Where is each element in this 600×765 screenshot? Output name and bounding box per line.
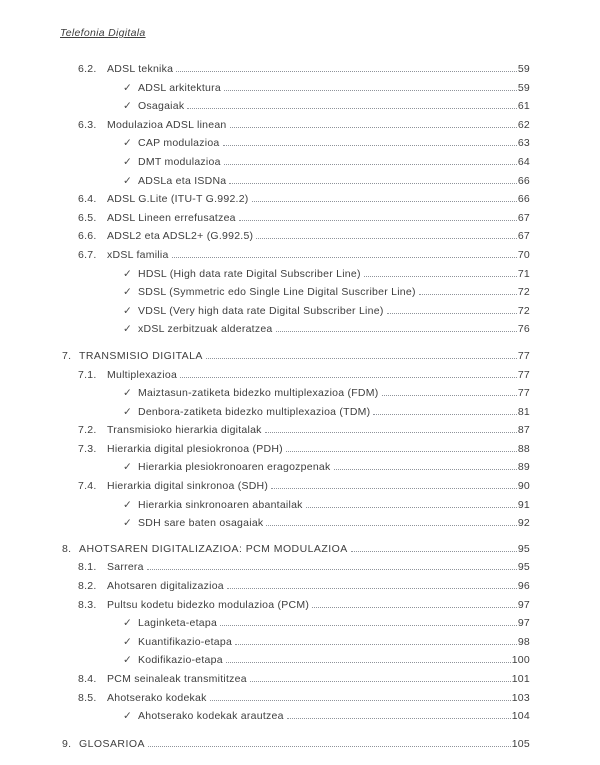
toc-entry-page: 71 [517, 267, 530, 280]
toc-entry-number: 6.5. [78, 211, 97, 224]
toc-entry[interactable] [62, 540, 530, 559]
dot-leader-icon [226, 662, 511, 663]
check-icon: ✓ [123, 498, 133, 511]
toc-entry-page: 103 [511, 691, 530, 704]
toc-entry-page: 66 [517, 174, 530, 187]
dot-leader-icon [224, 164, 517, 165]
toc-entry[interactable] [62, 440, 530, 459]
dot-leader-icon [180, 377, 517, 378]
toc-entry[interactable] [62, 651, 530, 670]
toc-entry[interactable] [62, 227, 530, 246]
check-icon: ✓ [123, 387, 133, 400]
dot-leader-icon [229, 183, 516, 184]
toc-entry-page: 59 [517, 63, 530, 75]
toc-entry-page: 91 [517, 498, 530, 511]
toc-entry-page: 72 [517, 286, 530, 299]
dot-leader-icon [250, 681, 511, 682]
toc-entry-page: 76 [517, 323, 530, 336]
dot-leader-icon [364, 276, 517, 277]
toc-entry-title: TRANSMISIO DIGITALA [79, 349, 203, 362]
dot-leader-icon [312, 607, 517, 608]
toc-entry[interactable] [62, 384, 530, 403]
toc-entry-page: 67 [517, 211, 530, 224]
toc-entry[interactable] [62, 577, 530, 596]
toc-entry[interactable] [62, 347, 530, 366]
toc-entry-page: 98 [517, 635, 530, 648]
toc-entry-page: 61 [517, 100, 530, 113]
toc-entry-title: Hierarkia sinkronoaren abantailak [138, 498, 303, 511]
dot-leader-icon [223, 145, 517, 146]
toc-entry[interactable] [62, 302, 530, 321]
toc-entry-title: ADSL Lineen errefusatzea [107, 211, 236, 224]
toc-entry[interactable] [62, 477, 530, 496]
toc-entry-title: Hierarkia digital plesiokronoa (PDH) [107, 442, 283, 455]
dot-leader-icon [419, 294, 517, 295]
toc-entry-title: ADSLa eta ISDNa [138, 174, 227, 187]
toc-entry-page: 64 [517, 155, 530, 168]
dot-leader-icon [210, 700, 511, 701]
toc-entry-title: Ahotserako kodekak [107, 691, 207, 704]
check-icon: ✓ [123, 635, 133, 648]
toc-entry-title: ADSL2 eta ADSL2+ (G.992.5) [107, 230, 254, 243]
toc-entry[interactable] [62, 209, 530, 228]
toc-entry[interactable] [62, 320, 530, 339]
toc-entry-page: 72 [517, 304, 530, 317]
toc-entry-title: Denbora-zatiketa bidezko multiplexazioa (TDM) [138, 405, 371, 418]
toc-entry[interactable] [62, 514, 530, 533]
dot-leader-icon [306, 507, 517, 508]
toc-entry-number: 6.7. [78, 248, 97, 261]
toc-entry[interactable] [62, 558, 530, 577]
toc-entry-page: 81 [517, 405, 530, 418]
dot-leader-icon [276, 331, 517, 332]
check-icon: ✓ [123, 461, 133, 474]
check-icon: ✓ [123, 174, 133, 187]
dot-leader-icon [187, 108, 516, 109]
toc-entry[interactable] [62, 153, 530, 172]
toc-entry-number: 7.4. [78, 480, 97, 493]
toc-entry-page: 96 [517, 580, 530, 593]
toc-entry-number: 7.3. [78, 442, 97, 455]
toc-entry-page: 90 [517, 480, 530, 493]
toc-entry-title: GLOSARIOA [79, 737, 145, 750]
toc-entry-number: 6.3. [78, 118, 97, 131]
toc-entry[interactable] [62, 614, 530, 633]
check-icon: ✓ [123, 304, 133, 317]
dot-leader-icon [286, 451, 517, 452]
check-icon: ✓ [123, 517, 133, 530]
toc-entry-page: 59 [517, 81, 530, 94]
toc-block [62, 540, 530, 726]
toc-entry-page: 92 [517, 517, 530, 530]
toc-entry-page: 95 [517, 561, 530, 574]
check-icon: ✓ [123, 267, 133, 280]
toc-entry-title: Laginketa-etapa [138, 617, 218, 630]
toc-entry-title: Kodifikazio-etapa [138, 654, 223, 667]
toc-entry-title: Osagaiak [138, 100, 185, 113]
toc-block [62, 60, 530, 339]
toc-entry-title: Transmisioko hierarkia digitalak [107, 424, 262, 437]
toc-entry[interactable] [62, 97, 530, 116]
toc-entry-page: 77 [517, 387, 530, 400]
dot-leader-icon [172, 257, 517, 258]
toc-block [62, 347, 530, 533]
check-icon: ✓ [123, 710, 133, 723]
dot-leader-icon [224, 90, 517, 91]
check-icon: ✓ [123, 323, 133, 336]
toc-entry-page: 95 [517, 542, 530, 555]
toc-entry-title: HDSL (High data rate Digital Subscriber Line) [138, 267, 361, 280]
dot-leader-icon [266, 525, 516, 526]
toc-entry-page: 105 [511, 737, 530, 750]
toc-entry-page: 97 [517, 598, 530, 611]
toc-block [62, 735, 530, 754]
toc-entry-title: Pultsu kodetu bidezko modulazioa (PCM) [107, 598, 310, 611]
check-icon: ✓ [123, 654, 133, 667]
toc-entry-number: 8. [62, 542, 72, 555]
toc-entry-number: 8.5. [78, 691, 97, 704]
toc-entry-title: Kuantifikazio-etapa [138, 635, 233, 648]
toc-entry[interactable] [62, 707, 530, 726]
toc-entry-page: 66 [517, 193, 530, 206]
toc-entry[interactable] [62, 265, 530, 284]
toc-entry[interactable] [62, 60, 530, 79]
toc-entry-title: Ahotsaren digitalizazioa [107, 580, 224, 593]
toc-entry[interactable] [62, 403, 530, 422]
dot-leader-icon [148, 746, 511, 747]
toc-entry-title: xDSL zerbitzuak alderatzea [138, 323, 273, 336]
toc-entry-number: 7. [62, 349, 72, 362]
dot-leader-icon [206, 358, 517, 359]
toc-entry[interactable] [62, 596, 530, 615]
toc-entry[interactable] [62, 246, 530, 265]
toc-entry-page: 89 [517, 461, 530, 474]
check-icon: ✓ [123, 137, 133, 150]
dot-leader-icon [230, 127, 517, 128]
check-icon: ✓ [123, 100, 133, 113]
toc-entry-number: 6.6. [78, 230, 97, 243]
toc-entry-number: 6.2. [78, 63, 97, 75]
dot-leader-icon [373, 414, 516, 415]
toc-entry[interactable] [62, 496, 530, 515]
toc-entry[interactable] [62, 421, 530, 440]
dot-leader-icon [382, 395, 517, 396]
dot-leader-icon [235, 644, 517, 645]
toc-entry-title: SDH sare baten osagaiak [138, 517, 264, 530]
toc-entry-page: 70 [517, 248, 530, 261]
toc-entry-title: Sarrera [107, 561, 144, 574]
dot-leader-icon [220, 625, 517, 626]
toc-entry-title: Hierarkia plesiokronoaren eragozpenak [138, 461, 331, 474]
toc-entry-title: DMT modulazioa [138, 155, 221, 168]
check-icon: ✓ [123, 81, 133, 94]
toc-entry-title: ADSL G.Lite (ITU-T G.992.2) [107, 193, 249, 206]
toc-entry-page: 101 [511, 673, 530, 685]
toc-entry[interactable] [62, 366, 530, 385]
toc-entry-title: ADSL teknika [107, 63, 174, 75]
dot-leader-icon [176, 71, 517, 72]
toc-entry[interactable] [62, 633, 530, 652]
dot-leader-icon [271, 488, 517, 489]
toc-entry[interactable] [62, 79, 530, 98]
toc-entry-number: 7.2. [78, 424, 97, 437]
toc-entry-title: CAP modulazioa [138, 137, 220, 150]
toc-entry-number: 8.3. [78, 598, 97, 611]
toc-entry[interactable] [62, 116, 530, 135]
check-icon: ✓ [123, 286, 133, 299]
toc-entry-page: 97 [517, 617, 530, 630]
toc-entry[interactable] [62, 689, 530, 708]
toc-entry[interactable] [62, 670, 530, 689]
toc-entry-number: 6.4. [78, 193, 97, 206]
toc-entry-number: 8.4. [78, 673, 97, 685]
toc-entry-title: Maiztasun-zatiketa bidezko multiplexazioa (FDM) [138, 387, 379, 400]
toc-entry-title: Ahotserako kodekak arautzea [138, 710, 284, 723]
toc-entry[interactable] [62, 134, 530, 153]
toc-entry-title: Modulazioa ADSL linean [107, 118, 227, 131]
toc-entry-page: 87 [517, 424, 530, 437]
toc-entry-title: Multiplexazioa [107, 368, 178, 381]
check-icon: ✓ [123, 155, 133, 168]
toc-entry-title: VDSL (Very high data rate Digital Subscriber Line) [138, 304, 384, 317]
toc-entry-number: 8.1. [78, 561, 97, 574]
toc-entry[interactable] [62, 735, 530, 754]
toc-entry-number: 9. [62, 737, 72, 750]
dot-leader-icon [239, 220, 517, 221]
toc-entry-number: 7.1. [78, 368, 97, 381]
toc-entry-page: 104 [511, 710, 530, 723]
check-icon: ✓ [123, 617, 133, 630]
dot-leader-icon [147, 569, 517, 570]
toc-entry-page: 62 [517, 118, 530, 131]
toc-entry-title: AHOTSAREN DIGITALIZAZIOA: PCM MODULAZIOA [79, 542, 348, 555]
toc-entry-page: 67 [517, 230, 530, 243]
toc-entry-page: 88 [517, 442, 530, 455]
dot-leader-icon [252, 201, 517, 202]
table-of-contents [62, 0, 530, 753]
toc-entry-number: 8.2. [78, 580, 97, 593]
toc-entry[interactable] [62, 458, 530, 477]
toc-entry-title: PCM seinaleak transmititzea [107, 673, 247, 685]
toc-entry-title: Hierarkia digital sinkronoa (SDH) [107, 480, 269, 493]
toc-entry-title: xDSL familia [107, 248, 169, 261]
dot-leader-icon [387, 313, 517, 314]
toc-entry[interactable] [62, 190, 530, 209]
dot-leader-icon [227, 588, 517, 589]
dot-leader-icon [351, 551, 517, 552]
toc-entry-title: ADSL arkitektura [138, 81, 221, 94]
dot-leader-icon [287, 718, 511, 719]
dot-leader-icon [256, 238, 517, 239]
running-header: Telefonia Digitala [60, 27, 146, 39]
toc-entry-page: 77 [517, 368, 530, 381]
check-icon: ✓ [123, 405, 133, 418]
toc-entry[interactable] [62, 172, 530, 191]
toc-entry-page: 63 [517, 137, 530, 150]
dot-leader-icon [265, 432, 517, 433]
toc-entry[interactable] [62, 283, 530, 302]
toc-entry-title: SDSL (Symmetric edo Single Line Digital Suscriber Line) [138, 286, 416, 299]
dot-leader-icon [334, 469, 517, 470]
toc-entry-page: 100 [511, 654, 530, 667]
toc-entry-page: 77 [517, 349, 530, 362]
